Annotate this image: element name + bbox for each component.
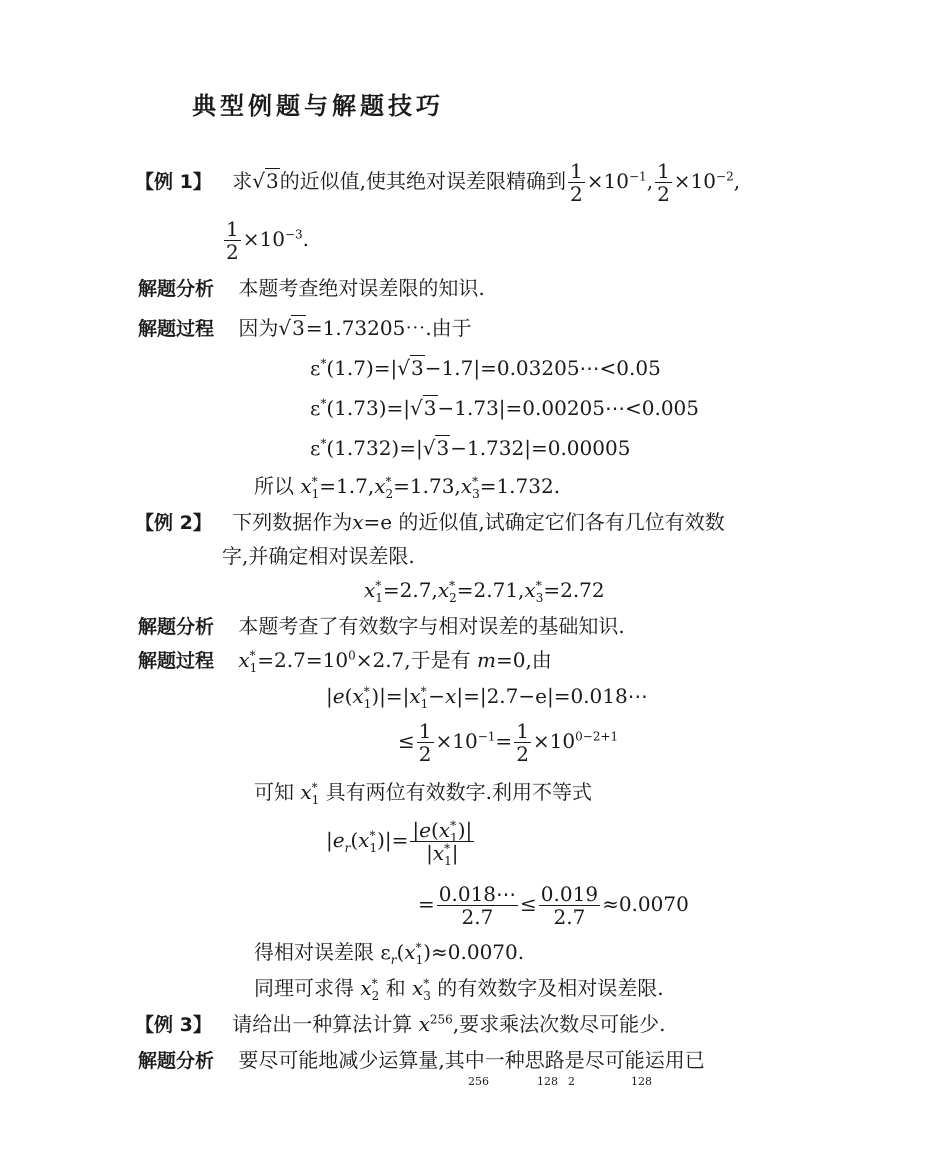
var-e: e (419, 818, 431, 842)
text: )|= (377, 828, 409, 852)
star: * (311, 780, 318, 795)
analysis-text: 本题考查绝对误差限的知识. (238, 276, 485, 300)
text: 具有两位有效数字.利用不等式 (325, 780, 592, 804)
star: * (320, 436, 327, 451)
subscript: 1 (249, 661, 258, 675)
text: )≈0.0070. (423, 940, 525, 964)
text: ×10 (242, 227, 285, 251)
text: 的近似值,使其绝对误差限精确到 (279, 169, 567, 193)
analysis-label: 解题分析 (138, 616, 215, 638)
text: =2.72 (543, 578, 605, 602)
var-x: x (412, 976, 424, 1000)
text: 因为 (238, 316, 279, 340)
star: * (385, 474, 392, 489)
text: ≈0.0070 (602, 892, 689, 916)
var-x: x (300, 474, 312, 498)
text: | (465, 818, 473, 842)
fraction-half (224, 218, 241, 263)
text: 所以 (254, 474, 294, 498)
fraction (437, 883, 518, 928)
exponent: 0−2+1 (575, 729, 619, 744)
text: ×10 (435, 729, 478, 753)
radicand: 3 (436, 436, 450, 460)
fraction (539, 883, 600, 928)
text: ( (344, 684, 353, 708)
sqrt-3: √3 (410, 396, 437, 420)
star: * (423, 976, 430, 991)
star: * (363, 684, 370, 699)
example-2-values (364, 576, 605, 604)
subscript: 2 (385, 487, 394, 501)
star: * (320, 356, 327, 371)
sqrt-3: √3 (278, 316, 305, 340)
var-x: x (238, 648, 250, 672)
fraction-half (655, 160, 672, 205)
text: =1.73, (393, 474, 461, 498)
star: * (535, 578, 542, 593)
subscript: 1 (375, 591, 383, 605)
text: | (326, 828, 333, 852)
text: ×10 (586, 169, 629, 193)
denominator: 2 (657, 182, 670, 206)
denominator: 2 (516, 742, 529, 766)
analysis-label: 解题分析 (138, 278, 215, 300)
text: ,要求乘法次数尽可能少. (452, 1012, 666, 1036)
var-x: x (404, 940, 416, 964)
epsilon-line-3 (310, 434, 630, 462)
numerator: 1 (418, 719, 432, 743)
exponent: 0 (348, 648, 356, 663)
subscript: 1 (444, 854, 452, 868)
var-x: x (460, 474, 473, 498)
text: =1.7, (319, 474, 375, 498)
subscript: 1 (311, 487, 320, 501)
subscript-r: r (390, 953, 397, 967)
subscript: 3 (535, 591, 544, 605)
var-x: x (524, 578, 536, 602)
var-x: x (358, 828, 370, 852)
text: 128 (631, 1075, 652, 1088)
text: =e 的近似值,试确定它们各有几位有效数 (363, 510, 725, 534)
text: =2.7, (382, 578, 438, 602)
relative-error-equation (326, 814, 476, 866)
analysis-1 (138, 274, 485, 303)
similarly-line (254, 974, 664, 1002)
text: ( (430, 818, 439, 842)
var-x: x (432, 841, 445, 865)
text: −1.73|=0.00205⋯<0.005 (437, 396, 700, 420)
text: ×2.7,于是有 (355, 648, 471, 672)
radicand: 3 (265, 169, 279, 193)
var-x: x (437, 578, 450, 602)
text: | (426, 841, 433, 865)
epsilon-line-2 (310, 394, 699, 422)
fraction-half (417, 720, 434, 765)
text: ≤ (398, 729, 415, 753)
var-x: x (364, 578, 376, 602)
example-2-tag: 【例 2】 (135, 512, 212, 534)
subscript: 2 (449, 591, 457, 605)
denominator: 2 (226, 240, 239, 264)
var-x: x (418, 1012, 430, 1036)
var-x: x (374, 474, 386, 498)
var-x: x (409, 684, 421, 708)
denominator: 2 (570, 182, 583, 206)
subscript: 1 (420, 697, 429, 711)
text: 和 (385, 976, 406, 1000)
example-1-tag: 【例 1】 (135, 171, 212, 193)
radicand: 3 (292, 316, 305, 340)
sqrt-3: √3 (422, 436, 450, 460)
var-m: m (477, 648, 496, 672)
example-3-tag: 【例 3】 (135, 1014, 212, 1036)
subscript: 1 (415, 953, 424, 967)
text: =2.7=10 (257, 648, 349, 672)
error-equation-1 (326, 682, 648, 710)
denominator: 2.7 (461, 905, 494, 929)
denominator: 2.7 (553, 905, 586, 929)
numerator: 1 (226, 217, 239, 241)
text: , (646, 169, 654, 193)
var-x: x (300, 780, 312, 804)
text: . (302, 227, 310, 251)
numerator: 0.018⋯ (438, 882, 517, 906)
subscript-r: r (344, 841, 351, 855)
fraction-half (514, 720, 531, 765)
numerator: 0.019 (540, 882, 599, 906)
section-heading: 典型例题与解题技巧 (192, 92, 444, 120)
text: −1.732|=0.00005 (450, 436, 631, 460)
example-2-line-2: 字,并确定相对误差限. (222, 544, 415, 568)
text: 256 (468, 1075, 489, 1088)
text: ( (350, 828, 359, 852)
numerator: 1 (516, 719, 529, 743)
text: | (326, 684, 333, 708)
numerator: $|e(x^*_1)|$ (412, 818, 473, 845)
star: * (249, 648, 256, 663)
subscript: 1 (369, 841, 378, 855)
text: 128 (537, 1075, 558, 1088)
var-x: x (438, 818, 451, 842)
exponent: 256 (429, 1012, 453, 1027)
error-equation-2 (398, 716, 618, 766)
text: ε (310, 356, 321, 380)
subscript: 2 (371, 989, 380, 1003)
var-x: x (352, 510, 364, 534)
star: * (449, 578, 456, 593)
var-x: x (352, 684, 364, 708)
star: * (375, 578, 382, 593)
text: −1.7|=0.03205⋯<0.05 (424, 356, 661, 380)
example-1-line-2 (222, 216, 309, 263)
example-3 (135, 1010, 665, 1039)
text: 求 (232, 169, 253, 193)
analysis-3 (138, 1046, 705, 1075)
subscript: 3 (423, 989, 431, 1003)
text: =1.732. (479, 474, 561, 498)
exponent: −1 (477, 729, 496, 744)
fraction-error-over-x (410, 818, 474, 868)
analysis-text: 要尽可能地减少运算量,其中一种思路是尽可能运用已 (238, 1048, 705, 1072)
star: * (450, 818, 457, 833)
process-2-intro (138, 646, 552, 675)
numerator: 1 (570, 159, 583, 183)
var-e: e (332, 684, 345, 708)
example-1-line-1 (135, 158, 740, 205)
text: 2 (568, 1075, 575, 1088)
process-label: 解题过程 (138, 318, 215, 340)
text: (1.7)=| (326, 356, 398, 380)
process-1-intro (138, 314, 472, 343)
text: =2.71, (456, 578, 525, 602)
text: ( (396, 940, 405, 964)
star: * (311, 474, 318, 489)
sqrt-3: √3 (397, 356, 424, 380)
text: 的有效数字及相对误差限. (437, 976, 664, 1000)
text: |=|2.7−e|=0.018⋯ (456, 684, 648, 708)
subscript: 1 (363, 697, 372, 711)
epsilon-line-1 (310, 354, 661, 382)
cutoff-line (468, 1074, 652, 1090)
text: ≤ (520, 892, 537, 916)
subscript: 3 (472, 487, 480, 501)
exponent: −2 (716, 169, 734, 184)
exponent: −3 (284, 227, 303, 242)
text: 可知 (254, 780, 294, 804)
text: = (418, 892, 435, 916)
text: | (412, 818, 420, 842)
text: (1.732)=| (326, 436, 423, 460)
text: | (451, 841, 459, 865)
text: =0,由 (495, 648, 552, 672)
star: * (444, 841, 451, 856)
radicand: 3 (411, 356, 424, 380)
example-2-line-1 (135, 508, 725, 537)
exponent: −1 (629, 169, 647, 184)
text: 得相对误差限 ε (254, 940, 391, 964)
analysis-2 (138, 612, 625, 641)
star: * (420, 684, 427, 699)
var-e: e (332, 828, 345, 852)
subscript: 1 (450, 831, 458, 845)
star: * (320, 396, 327, 411)
text: 请给出一种算法计算 (232, 1012, 413, 1036)
radicand: 3 (423, 396, 437, 420)
text: ×10 (673, 169, 717, 193)
denominator: 2 (418, 742, 432, 766)
subscript: 1 (311, 793, 320, 807)
text: , (733, 169, 741, 193)
text: 下列数据作为 (232, 510, 353, 534)
text: =1.73205⋯.由于 (305, 316, 472, 340)
text: = (495, 729, 513, 753)
var-x: x (445, 684, 457, 708)
text: ×10 (532, 729, 576, 753)
denominator (410, 841, 474, 868)
text: ε (310, 436, 321, 460)
know-line (254, 778, 592, 806)
star: * (472, 474, 479, 489)
text: 同理可求得 (254, 976, 354, 1000)
sqrt-3: √3 (252, 169, 279, 193)
fraction-half (568, 160, 585, 205)
text: (1.73)=| (326, 396, 411, 420)
analysis-text: 本题考查了有效数字与相对误差的基础知识. (238, 614, 625, 638)
relative-error-value (418, 878, 689, 930)
numerator: 1 (657, 159, 670, 183)
relative-error-result (254, 938, 524, 966)
process-1-result (254, 472, 560, 500)
analysis-label: 解题分析 (138, 1050, 215, 1072)
star: * (371, 976, 378, 991)
text: )|=| (371, 684, 410, 708)
process-label: 解题过程 (138, 650, 215, 672)
var-x: x (360, 976, 372, 1000)
text: ε (310, 396, 321, 420)
star: * (415, 940, 422, 955)
star: * (369, 828, 376, 843)
text: − (428, 684, 446, 708)
